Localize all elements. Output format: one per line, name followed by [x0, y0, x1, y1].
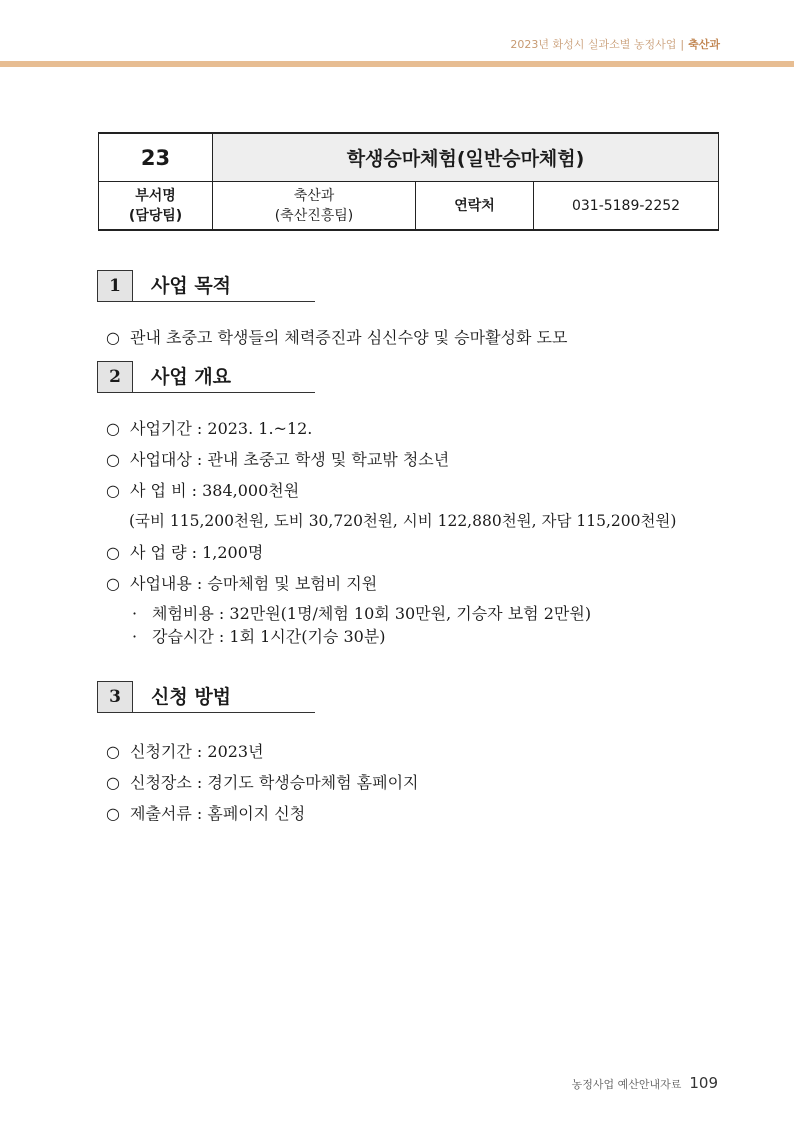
circle-bullet-icon: ○: [106, 419, 120, 438]
application-place-text: 신청장소 : 경기도 학생승마체험 홈페이지: [130, 773, 419, 792]
dept-label-line1: 부서명: [135, 187, 176, 204]
dept-label: [99, 182, 213, 231]
application-documents-text: 제출서류 : 홈페이지 신청: [130, 804, 306, 823]
overview-period: [106, 416, 312, 439]
header-title: 2023년 화성시 실과소별 농정사업: [510, 38, 677, 51]
footer-text: 농정사업 예산안내자료: [571, 1078, 682, 1091]
dept-value-line2: (축산진흥팀): [274, 207, 354, 224]
circle-bullet-icon: ○: [106, 574, 120, 593]
dept-label-line2: (담당팀): [128, 207, 183, 224]
overview-budget-text: 사 업 비 : 384,000천원: [130, 481, 300, 500]
circle-bullet-icon: ○: [106, 543, 120, 562]
overview-budget: [106, 478, 299, 501]
application-period: [106, 739, 264, 762]
section-number: 2: [97, 361, 133, 393]
overview-sub-time: [132, 624, 386, 647]
section-title: 사업 개요: [151, 366, 232, 388]
contact-label: 연락처: [416, 182, 534, 231]
project-title: 학생승마체험(일반승마체험): [213, 133, 719, 182]
circle-bullet-icon: ○: [106, 742, 120, 761]
dot-bullet-icon: ·: [132, 604, 138, 623]
section-title: 사업 목적: [151, 275, 232, 297]
section-number: 1: [97, 270, 133, 302]
overview-content-text: 사업내용 : 승마체험 및 보험비 지원: [130, 574, 378, 593]
overview-sub-cost-text: 체험비용 : 32만원(1명/체험 10회 30만원, 기승자 보험 2만원): [152, 604, 592, 623]
section-number: 3: [97, 681, 133, 713]
header-dept: 축산과: [688, 38, 720, 51]
contact-value: 031-5189-2252: [534, 182, 719, 231]
overview-target-text: 사업대상 : 관내 초중고 학생 및 학교밖 청소년: [130, 450, 450, 469]
section-heading-purpose: [97, 270, 315, 302]
overview-quantity-text: 사 업 량 : 1,200명: [130, 543, 264, 562]
project-info-table: [98, 132, 719, 231]
application-place: [106, 770, 419, 793]
dept-value: [213, 182, 416, 231]
section-underline: [133, 392, 315, 393]
circle-bullet-icon: ○: [106, 804, 120, 823]
running-header: [510, 36, 720, 52]
overview-target: [106, 447, 449, 470]
header-divider: |: [680, 38, 685, 51]
overview-sub-time-text: 강습시간 : 1회 1시간(기승 30분): [152, 627, 386, 646]
circle-bullet-icon: ○: [106, 328, 120, 347]
overview-budget-detail: (국비 115,200천원, 도비 30,720천원, 시비 122,880천원, 자담 115,200천원): [129, 512, 677, 530]
dept-value-line1: 축산과: [293, 187, 335, 204]
project-number: 23: [99, 133, 213, 182]
section-title: 신청 방법: [151, 686, 232, 708]
overview-quantity: [106, 540, 263, 563]
application-documents: [106, 801, 305, 824]
page-number: 109: [689, 1074, 718, 1092]
section-heading-application: [97, 681, 315, 713]
section-heading-overview: [97, 361, 315, 393]
purpose-item: [106, 325, 567, 348]
dot-bullet-icon: ·: [132, 627, 138, 646]
application-period-text: 신청기간 : 2023년: [130, 742, 264, 761]
overview-content: [106, 571, 377, 594]
section-underline: [133, 301, 315, 302]
circle-bullet-icon: ○: [106, 773, 120, 792]
overview-sub-cost: [132, 601, 591, 624]
page-footer: [572, 1074, 718, 1092]
purpose-text: 관내 초중고 학생들의 체력증진과 심신수양 및 승마활성화 도모: [130, 328, 568, 347]
circle-bullet-icon: ○: [106, 481, 120, 500]
overview-period-text: 사업기간 : 2023. 1.~12.: [130, 419, 313, 438]
circle-bullet-icon: ○: [106, 450, 120, 469]
header-accent-bar: [0, 61, 794, 67]
section-underline: [133, 712, 315, 713]
